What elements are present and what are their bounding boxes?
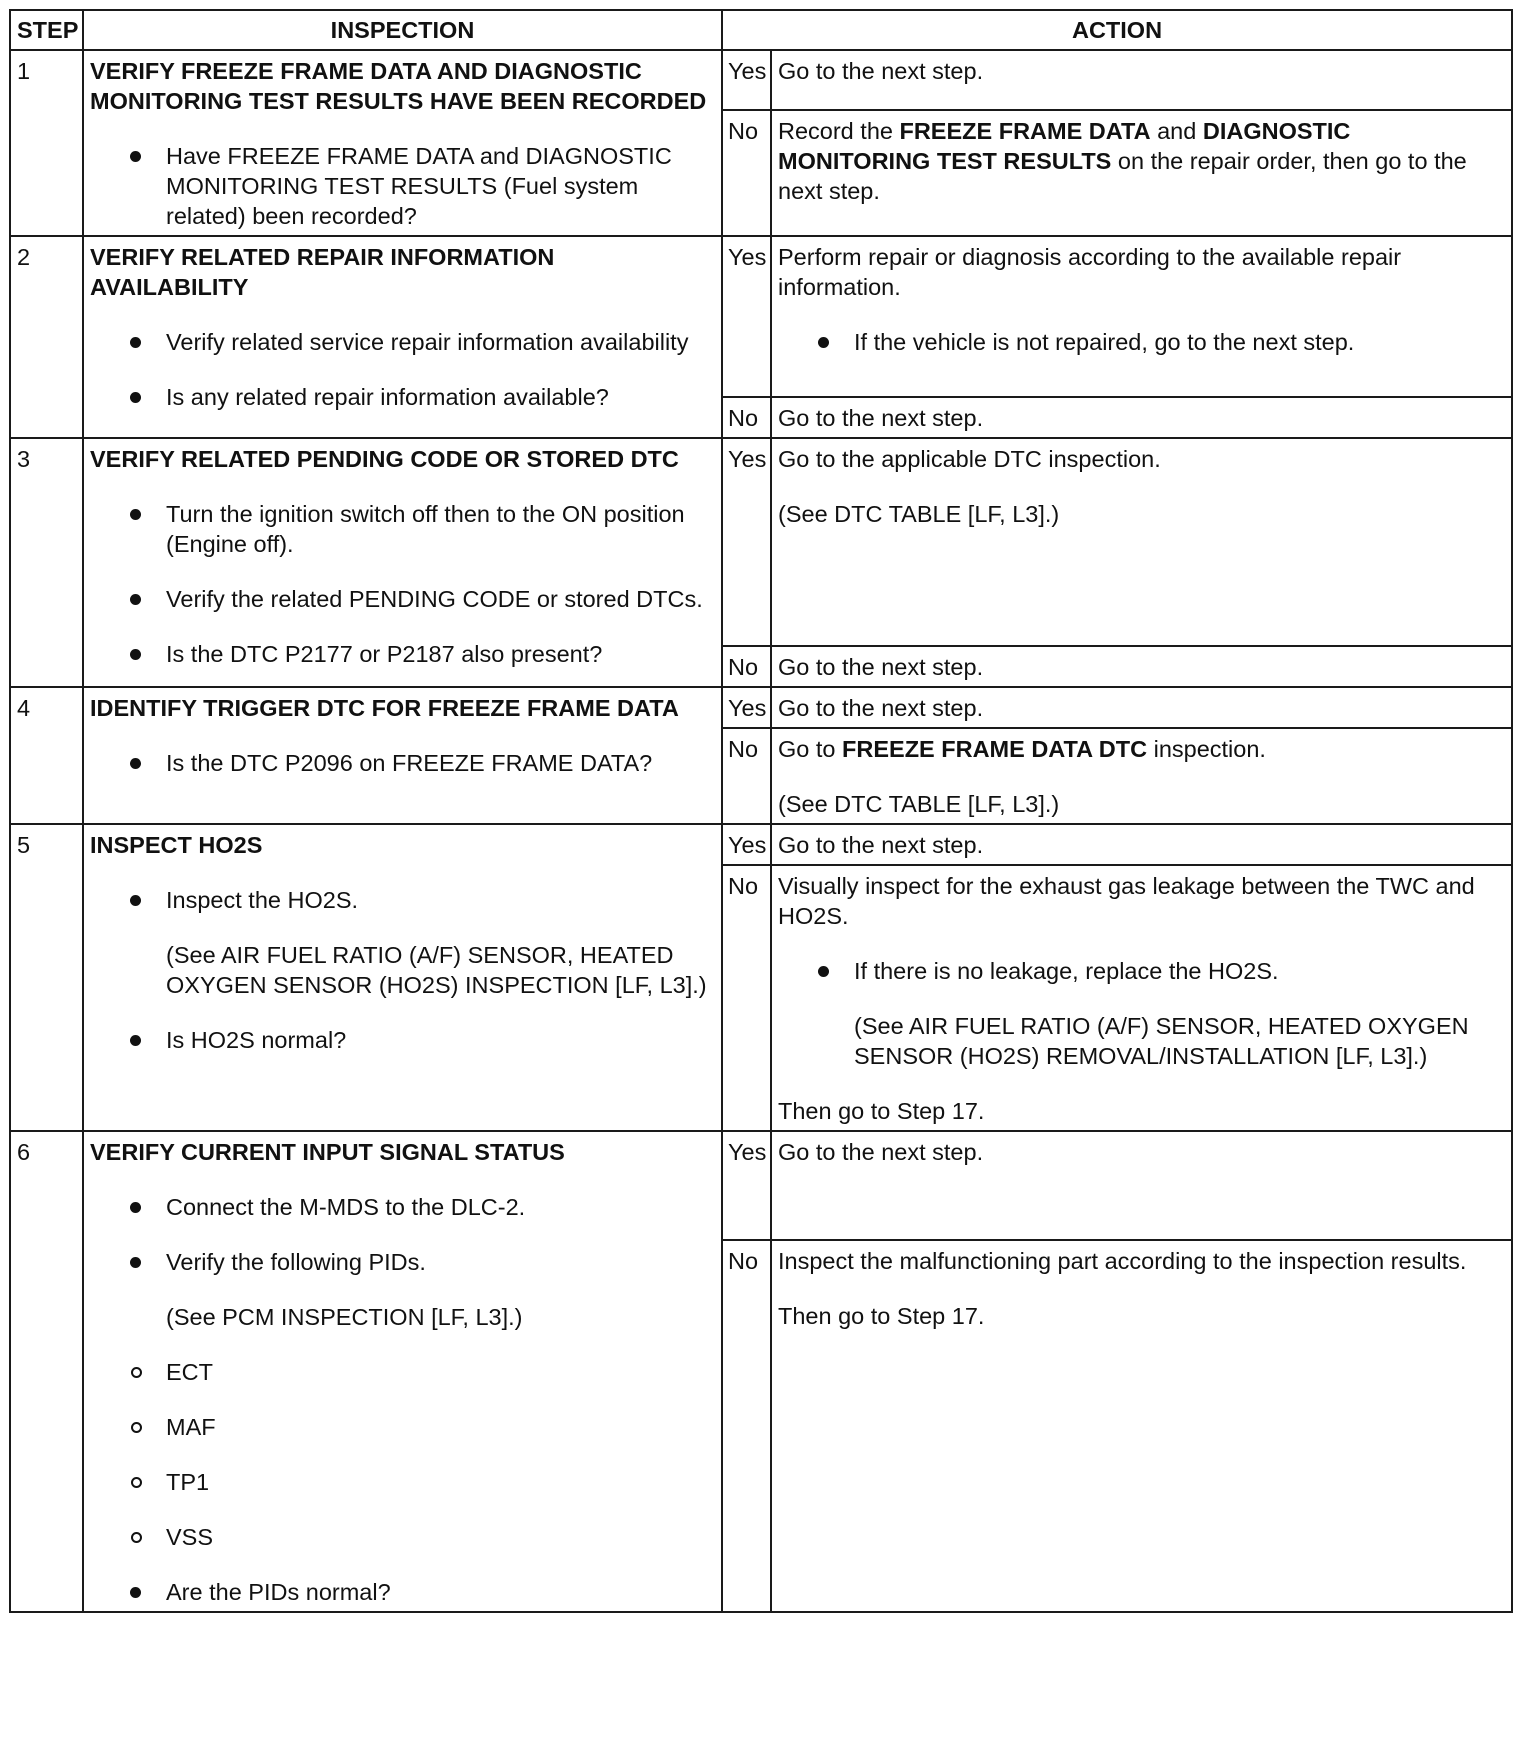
step-3-inspection <box>83 438 722 687</box>
step-6-inspection <box>83 1131 722 1612</box>
pid-item: TP1 <box>90 1467 715 1497</box>
inspection-bullet: Are the PIDs normal? <box>90 1577 715 1607</box>
step-number: 2 <box>10 236 83 438</box>
step-2-inspection <box>83 236 722 438</box>
no-action: Record the FREEZE FRAME DATA and DIAGNOSTIC MONITORING TEST RESULTS on the repair order, then go to the next step. <box>771 110 1512 236</box>
yes-label: Yes <box>722 824 771 865</box>
then-note: Then go to Step 17. <box>778 1098 985 1124</box>
step-title: VERIFY CURRENT INPUT SIGNAL STATUS <box>90 1139 565 1165</box>
no-label: No <box>722 646 771 687</box>
yes-label: Yes <box>722 50 771 110</box>
header-row <box>10 10 1512 50</box>
inspection-bullet: Inspect the HO2S. (See AIR FUEL RATIO (A/F) SENSOR, HEATED OXYGEN SENSOR (HO2S) INSPECTION [LF, L3].) <box>90 885 715 1000</box>
no-label: No <box>722 1240 771 1612</box>
step-3-yes-row <box>10 438 1512 646</box>
pid-item: VSS <box>90 1522 715 1552</box>
step-5-yes-row <box>10 824 1512 865</box>
no-action: Inspect the malfunctioning part according to the inspection results. Then go to Step 17. <box>771 1240 1512 1612</box>
inspection-bullet: Verify related service repair information availability <box>90 327 715 357</box>
no-action: Visually inspect for the exhaust gas leakage between the TWC and HO2S. If there is no leakage, replace the HO2S. (See AIR FUEL RATIO (A/F) SENSOR, HEATED OXYGEN SENSOR (HO2S) REMOVAL/INSTALLATION [LF, L3].) Then go to Step 17. <box>771 865 1512 1131</box>
step-number: 1 <box>10 50 83 236</box>
step-6-yes-row <box>10 1131 1512 1240</box>
pid-item: ECT <box>90 1357 715 1387</box>
yes-label: Yes <box>722 1131 771 1240</box>
step-title: INSPECT HO2S <box>90 832 263 858</box>
inspection-bullet: Connect the M-MDS to the DLC-2. <box>90 1192 715 1222</box>
step-title: VERIFY RELATED PENDING CODE OR STORED DTC <box>90 446 679 472</box>
inspection-bullet: Is the DTC P2096 on FREEZE FRAME DATA? <box>90 748 715 778</box>
inspection-bullet: Have FREEZE FRAME DATA and DIAGNOSTIC MONITORING TEST RESULTS (Fuel system related) been recorded? <box>90 141 715 231</box>
header-action: ACTION <box>722 10 1512 50</box>
inspection-bullet: Is any related repair information available? <box>90 382 715 412</box>
step-number: 4 <box>10 687 83 824</box>
step-title: IDENTIFY TRIGGER DTC FOR FREEZE FRAME DATA <box>90 695 679 721</box>
no-action: Go to the next step. <box>771 646 1512 687</box>
pid-item: MAF <box>90 1412 715 1442</box>
no-label: No <box>722 397 771 438</box>
reference-note: (See DTC TABLE [LF, L3].) <box>778 791 1060 817</box>
reference-note: (See DTC TABLE [LF, L3].) <box>778 501 1060 527</box>
step-number: 3 <box>10 438 83 687</box>
step-number: 5 <box>10 824 83 1131</box>
action-bullet: If there is no leakage, replace the HO2S. (See AIR FUEL RATIO (A/F) SENSOR, HEATED OXYGEN SENSOR (HO2S) REMOVAL/INSTALLATION [LF, L3].) <box>778 956 1505 1071</box>
step-title: VERIFY FREEZE FRAME DATA AND DIAGNOSTIC MONITORING TEST RESULTS HAVE BEEN RECORDED <box>90 58 707 114</box>
step-5-inspection <box>83 824 722 1131</box>
step-2-yes-row <box>10 236 1512 397</box>
step-4-inspection <box>83 687 722 824</box>
reference-note: (See PCM INSPECTION [LF, L3].) <box>166 1304 523 1330</box>
inspection-bullet: Is HO2S normal? <box>90 1025 715 1055</box>
step-number: 6 <box>10 1131 83 1612</box>
inspection-bullet: Is the DTC P2177 or P2187 also present? <box>90 639 715 669</box>
diagnostic-table <box>9 9 1513 1613</box>
pid-list <box>90 1357 715 1552</box>
then-note: Then go to Step 17. <box>778 1303 985 1329</box>
reference-note: (See AIR FUEL RATIO (A/F) SENSOR, HEATED OXYGEN SENSOR (HO2S) INSPECTION [LF, L3].) <box>166 942 707 998</box>
reference-note: (See AIR FUEL RATIO (A/F) SENSOR, HEATED OXYGEN SENSOR (HO2S) REMOVAL/INSTALLATION [LF, L3].) <box>854 1013 1469 1069</box>
yes-action: Go to the next step. <box>771 687 1512 728</box>
no-label: No <box>722 865 771 1131</box>
yes-action: Perform repair or diagnosis according to the available repair information. If the vehicle is not repaired, go to the next step. <box>771 236 1512 397</box>
step-1-yes-row <box>10 50 1512 110</box>
inspection-bullet: Verify the following PIDs. (See PCM INSPECTION [LF, L3].) <box>90 1247 715 1332</box>
no-action: Go to the next step. <box>771 397 1512 438</box>
step-title: VERIFY RELATED REPAIR INFORMATION AVAILABILITY <box>90 244 555 300</box>
action-bullet: If the vehicle is not repaired, go to the next step. <box>778 327 1505 357</box>
yes-label: Yes <box>722 687 771 728</box>
yes-action: Go to the applicable DTC inspection. (See DTC TABLE [LF, L3].) <box>771 438 1512 646</box>
inspection-bullet: Verify the related PENDING CODE or stored DTCs. <box>90 584 715 614</box>
header-inspection: INSPECTION <box>83 10 722 50</box>
yes-label: Yes <box>722 438 771 646</box>
no-label: No <box>722 110 771 236</box>
yes-action: Go to the next step. <box>771 1131 1512 1240</box>
header-step: STEP <box>10 10 83 50</box>
no-label: No <box>722 728 771 824</box>
diagnostic-procedure-sheet <box>9 9 1513 1613</box>
no-action: Go to FREEZE FRAME DATA DTC inspection. (See DTC TABLE [LF, L3].) <box>771 728 1512 824</box>
inspection-bullet: Turn the ignition switch off then to the ON position (Engine off). <box>90 499 715 559</box>
yes-action: Go to the next step. <box>771 50 1512 110</box>
yes-label: Yes <box>722 236 771 397</box>
yes-action: Go to the next step. <box>771 824 1512 865</box>
step-1-inspection <box>83 50 722 236</box>
step-4-yes-row <box>10 687 1512 728</box>
